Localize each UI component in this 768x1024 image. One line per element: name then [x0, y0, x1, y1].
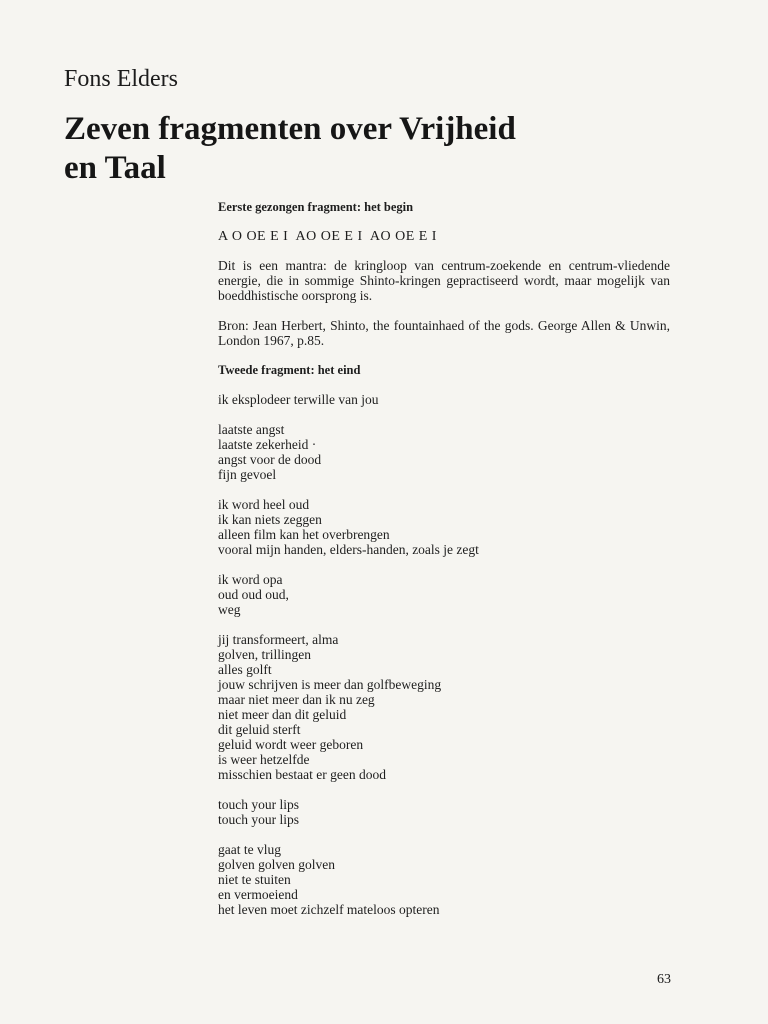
poem-stanza [218, 422, 670, 482]
mantra-line: A O OE E I AO OE E I AO OE E I [218, 229, 437, 244]
poem-stanza [218, 572, 670, 617]
poem [218, 392, 670, 917]
title-line-1: Zeven fragmenten over Vrijheid [64, 111, 516, 147]
poem-line: maar niet meer dan ik nu zeg [218, 692, 375, 707]
poem-line: ik kan niets zeggen [218, 512, 322, 527]
poem-line: alleen film kan het overbrengen [218, 527, 390, 542]
poem-line: angst voor de dood [218, 452, 322, 467]
poem-line: weg [218, 602, 241, 617]
poem-stanza [218, 797, 670, 827]
poem-line: touch your lips [218, 797, 299, 812]
poem-stanza [218, 392, 670, 407]
poem-line: dit geluid sterft [218, 722, 301, 737]
section-heading-1: Eerste gezongen fragment: het begin [218, 200, 414, 214]
paragraph-mantra-explanation: Dit is een mantra: de kringloop van centrum-zoekende en centrum-vliedende energie, die in sommige Shinto-kringen gepractiseerd wordt, maar mogelijk van boeddhistische oorsprong is. [218, 258, 670, 303]
poem-stanza [218, 497, 670, 557]
poem-line: misschien bestaat er geen dood [218, 767, 386, 782]
poem-line: niet te stuiten [218, 872, 291, 887]
poem-stanza [218, 632, 670, 782]
poem-line: en vermoeiend [218, 887, 298, 902]
poem-line: ik eksplodeer terwille van jou [218, 392, 379, 407]
poem-line: ik word opa [218, 572, 283, 587]
article-body [218, 200, 670, 932]
title-line-2: en Taal [64, 150, 166, 186]
poem-stanza [218, 842, 670, 917]
paragraph-source: Bron: Jean Herbert, Shinto, the fountainhaed of the gods. George Allen & Unwin, London 1967, p.85. [218, 318, 670, 348]
poem-line: golven golven golven [218, 857, 335, 872]
poem-line: jij transformeert, alma [218, 632, 339, 647]
section-heading-2: Tweede fragment: het eind [218, 363, 361, 377]
author-name: Fons Elders [64, 66, 178, 92]
poem-line: laatste zekerheid · [218, 437, 317, 452]
poem-line: fijn gevoel [218, 467, 277, 482]
article-title [64, 110, 516, 188]
poem-line: ik word heel oud [218, 497, 310, 512]
poem-line: laatste angst [218, 422, 285, 437]
poem-line: vooral mijn handen, elders-handen, zoals je zegt [218, 542, 479, 557]
poem-line: alles golft [218, 662, 272, 677]
poem-line: is weer hetzelfde [218, 752, 310, 767]
poem-line: oud oud oud, [218, 587, 289, 602]
poem-line: golven, trillingen [218, 647, 311, 662]
poem-line: niet meer dan dit geluid [218, 707, 347, 722]
poem-line: geluid wordt weer geboren [218, 737, 364, 752]
poem-line: touch your lips [218, 812, 299, 827]
poem-line: jouw schrijven is meer dan golfbeweging [218, 677, 442, 692]
poem-line: het leven moet zichzelf mateloos opteren [218, 902, 440, 917]
page-number: 63 [657, 972, 671, 987]
poem-line: gaat te vlug [218, 842, 281, 857]
